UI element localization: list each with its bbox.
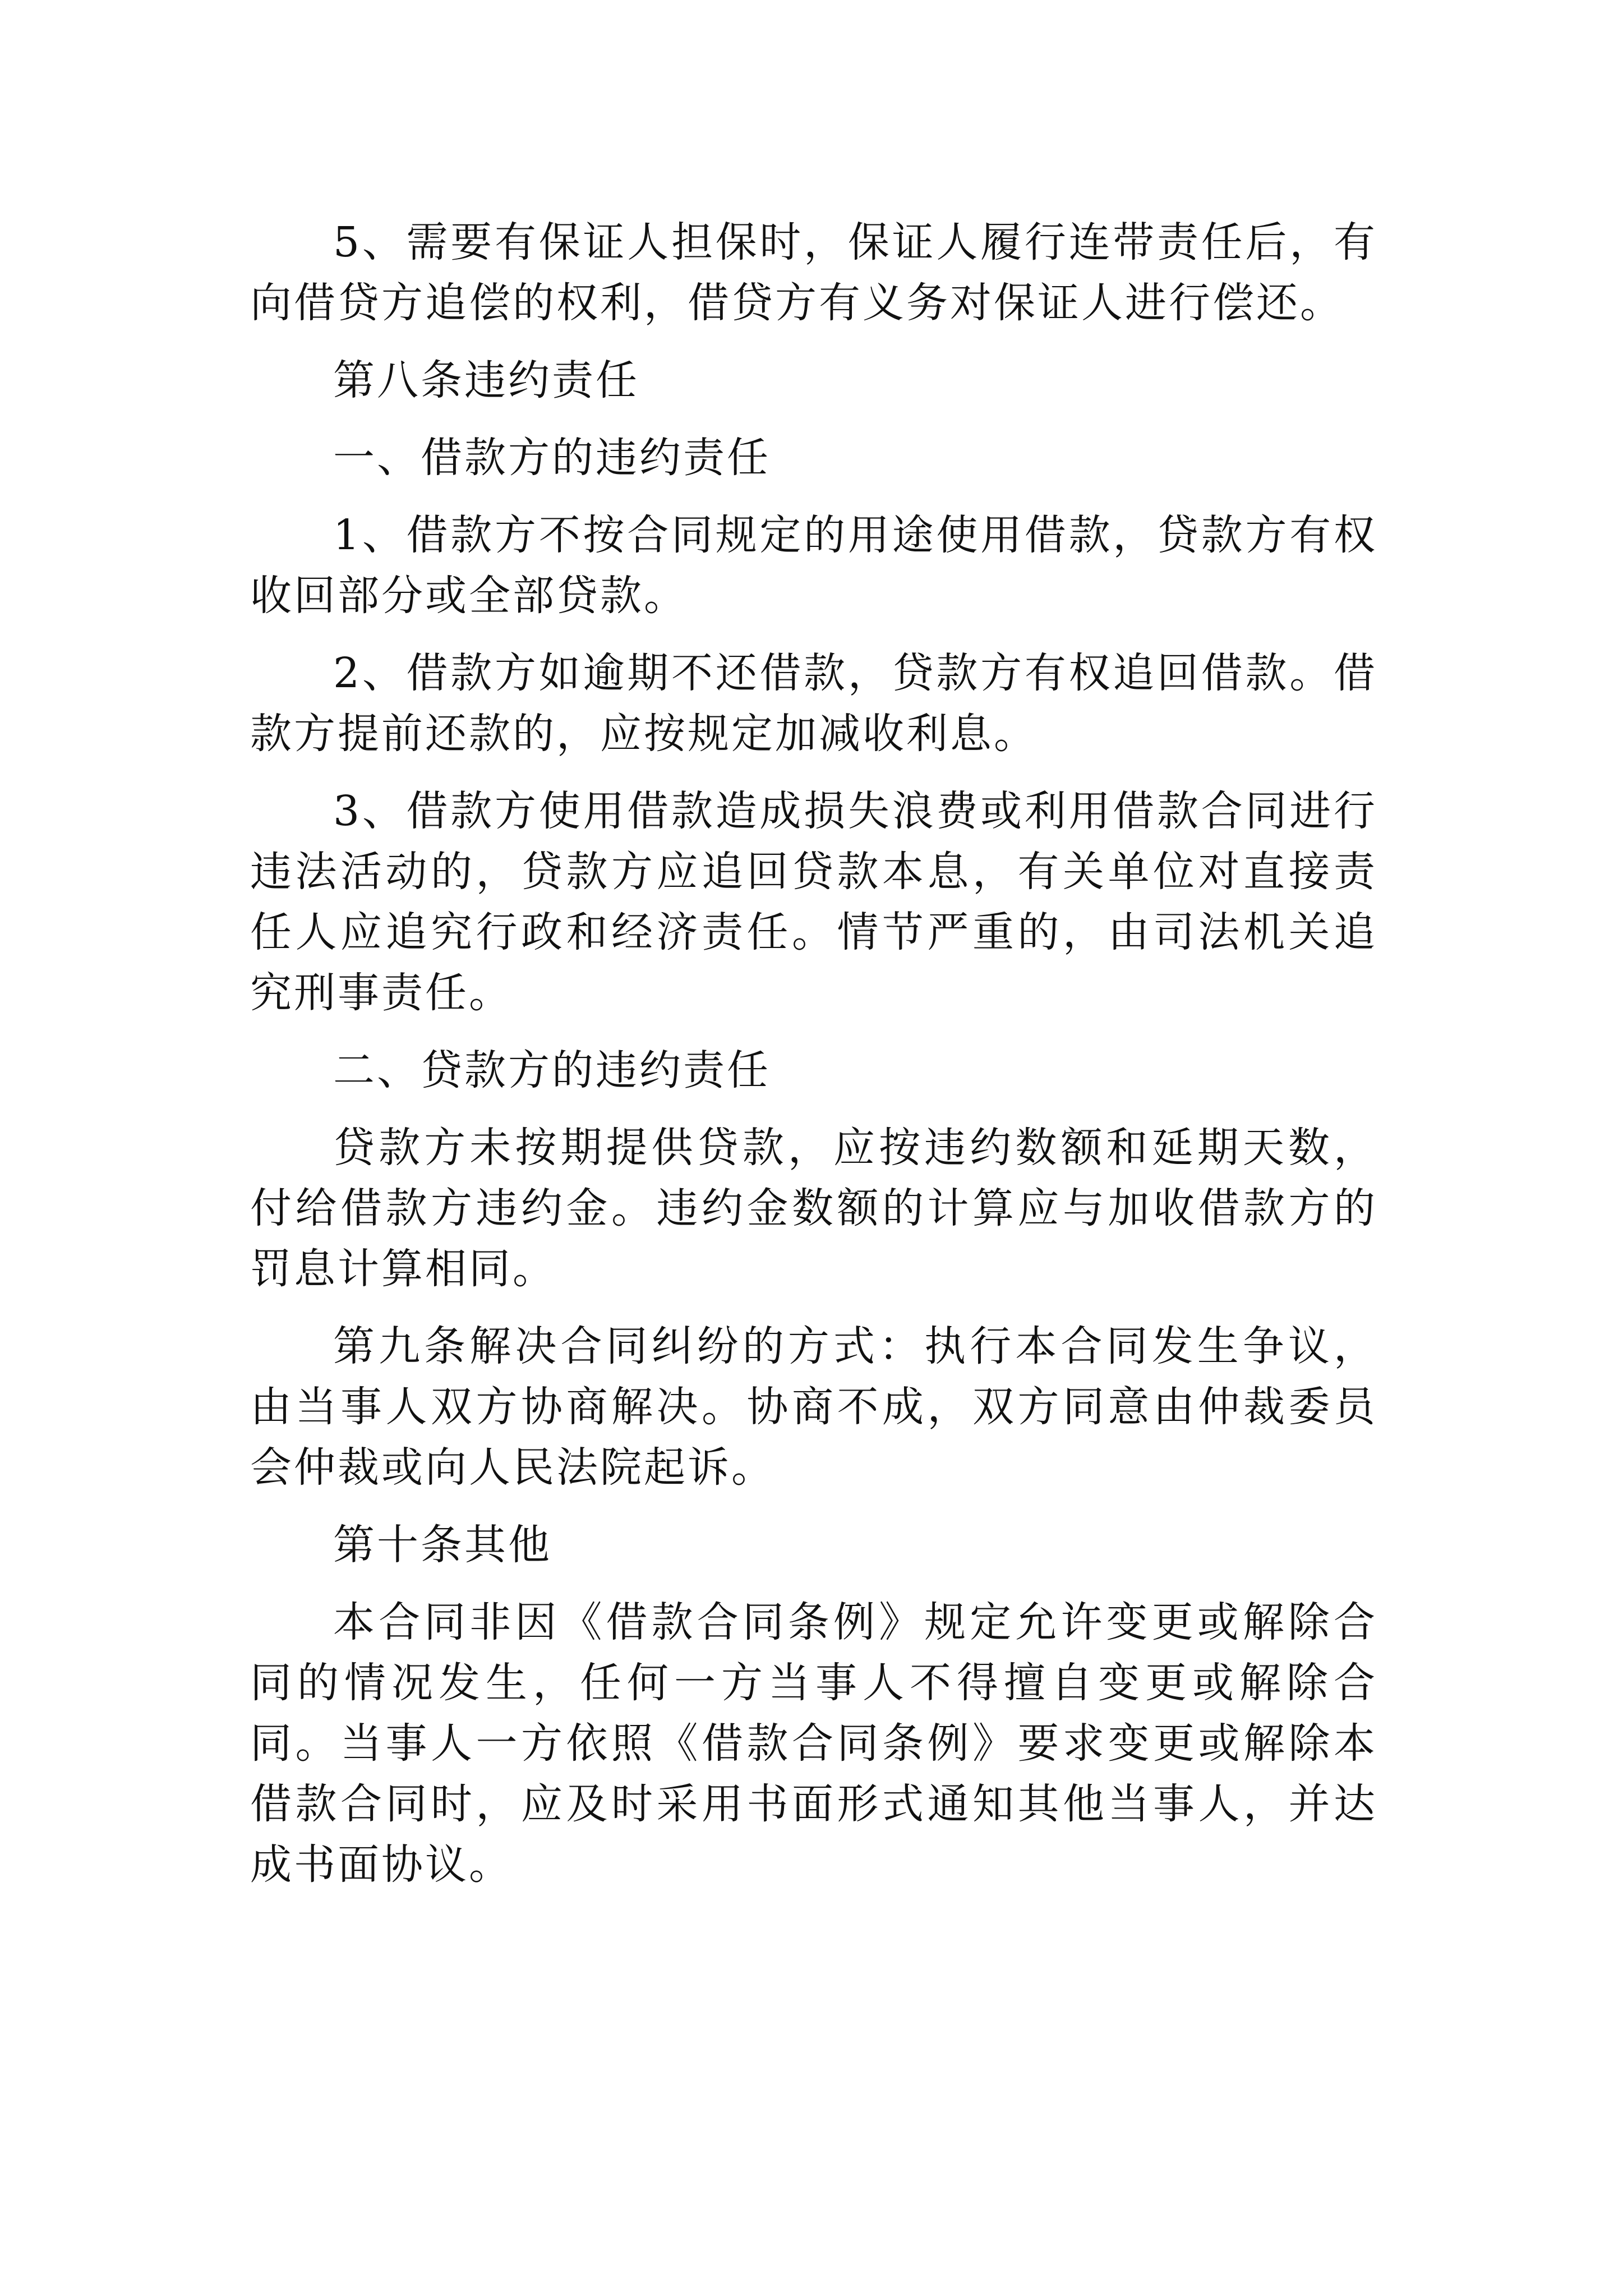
- paragraph-guarantor-recourse: 5、需要有保证人担保时，保证人履行连带责任后，有向借贷方追偿的权利，借贷方有义务对保证人进行偿还。: [250, 218, 1377, 327]
- paragraph-article-9-disputes: 第九条解决合同纠纷的方式：执行本合同发生争议，由当事人双方协商解决。协商不成，双方同意由仲裁委员会仲裁或向人民法院起诉。: [250, 1322, 1377, 1492]
- paragraph-borrower-item-2: 2、借款方如逾期不还借款，贷款方有权追回借款。借款方提前还款的，应按规定加减收利息。: [250, 649, 1377, 758]
- paragraph-contract-changes: 本合同非因《借款合同条例》规定允许变更或解除合同的情况发生，任何一方当事人不得擅自变更或解除合同。当事人一方依照《借款合同条例》要求变更或解除本借款合同时，应及时采用书面形式通知其他当事人，并达成书面协议。: [250, 1598, 1377, 1889]
- subheading-lender-liability: 二、贷款方的违约责任: [333, 1046, 771, 1094]
- paragraph-borrower-item-1: 1、借款方不按合同规定的用途使用借款，贷款方有权收回部分或全部贷款。: [250, 511, 1377, 620]
- subheading-borrower-liability: 一、借款方的违约责任: [333, 434, 771, 482]
- document-body: [250, 212, 1377, 1895]
- heading-article-10: 第十条其他: [333, 1521, 552, 1569]
- paragraph-borrower-item-3: 3、借款方使用借款造成损失浪费或利用借款合同进行违法活动的，贷款方应追回贷款本息，有关单位对直接责任人应追究行政和经济责任。情节严重的，由司法机关追究刑事责任。: [250, 787, 1377, 1017]
- paragraph-lender-penalty: 贷款方未按期提供贷款，应按违约数额和延期天数，付给借款方违约金。违约金数额的计算应与加收借款方的罚息计算相同。: [250, 1124, 1377, 1293]
- heading-article-8: 第八条违约责任: [333, 356, 639, 404]
